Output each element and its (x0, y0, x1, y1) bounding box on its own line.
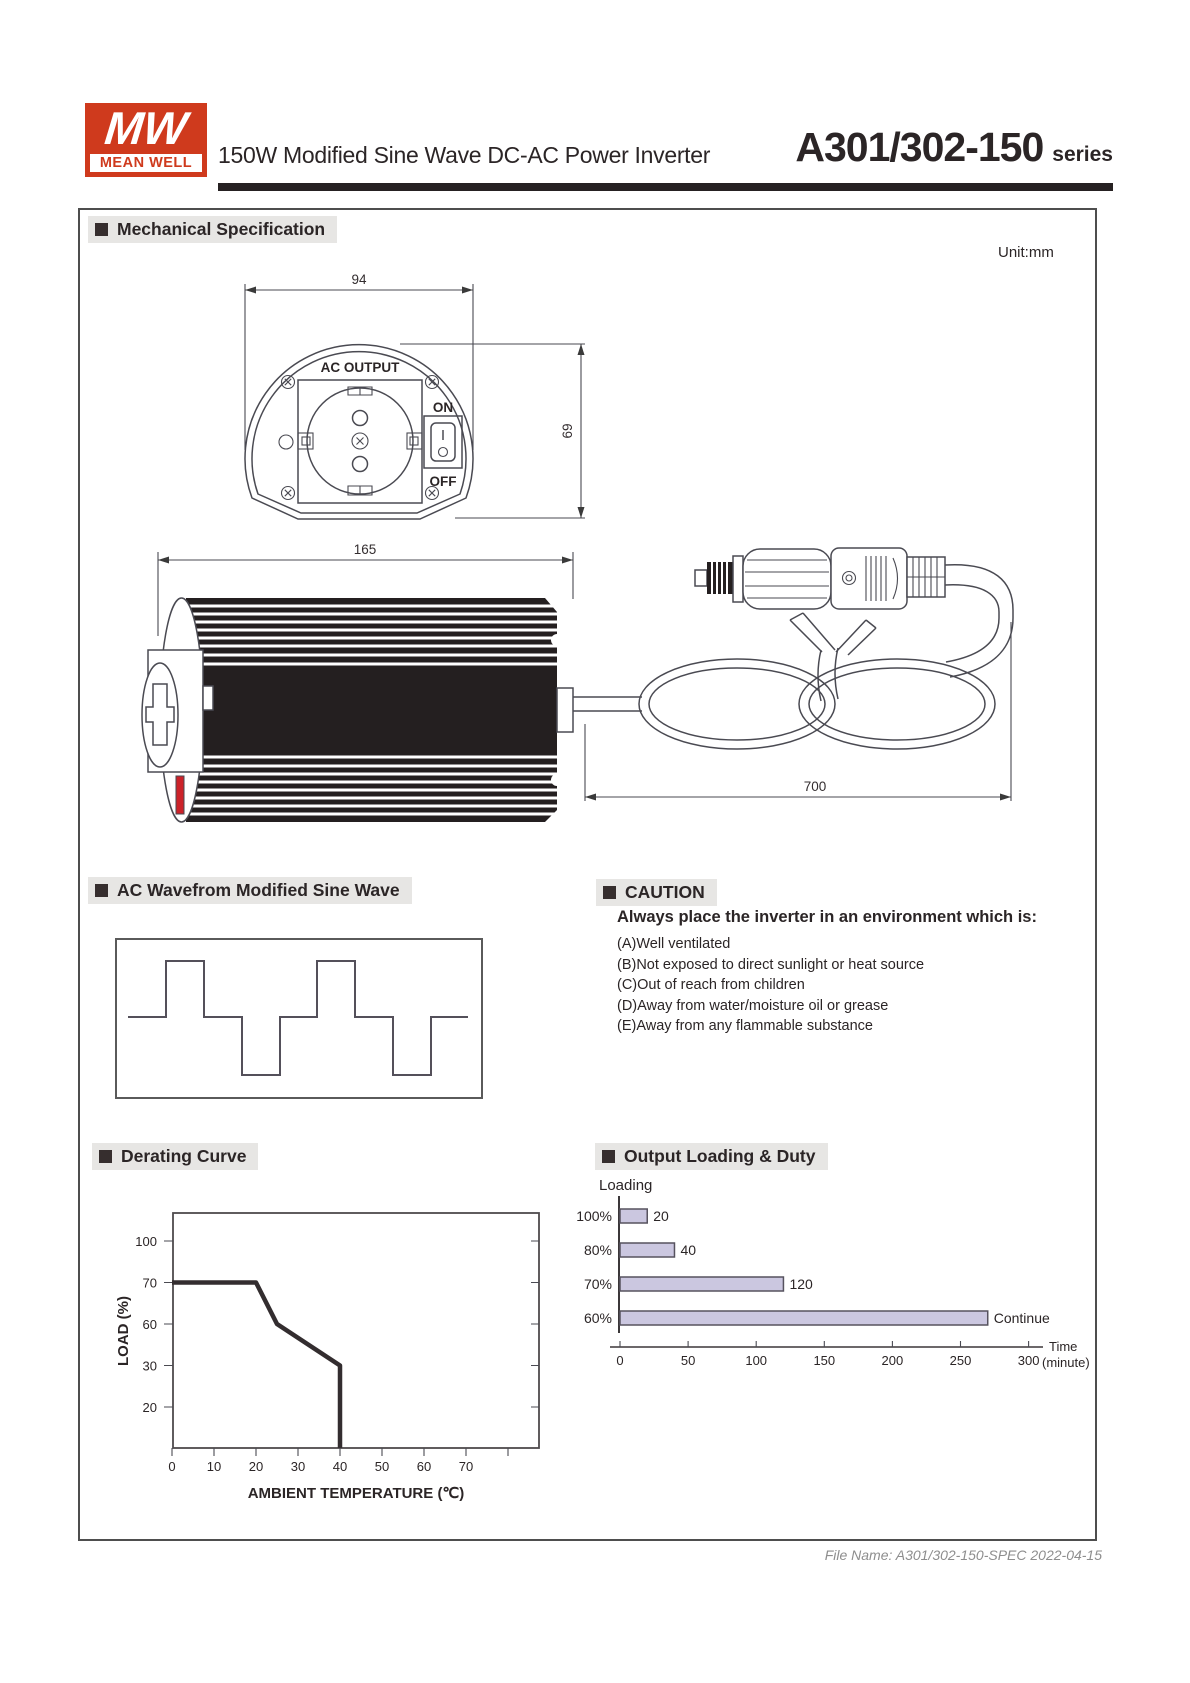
derating-chart (115, 1213, 539, 1502)
derating-x-tick-label: 40 (332, 1459, 348, 1474)
loading-row-label: 100% (576, 1208, 612, 1224)
ac-output-label: AC OUTPUT (320, 360, 400, 375)
derating-y-tick-label: 70 (142, 1275, 157, 1291)
dc-plug (695, 548, 945, 609)
loading-axis-title: Loading (599, 1177, 653, 1194)
loading-x-tick-label: 150 (813, 1353, 836, 1368)
loading-row-label: 60% (583, 1310, 612, 1326)
dimension-700 (585, 622, 1011, 801)
caution-item: (C)Out of reach from children (617, 977, 805, 993)
document-title: 150W Modified Sine Wave DC-AC Power Inverter (218, 142, 711, 168)
switch-off-label: OFF (429, 474, 457, 489)
section-title: Mechanical Specification (117, 219, 326, 239)
dim-cable-label: 700 (803, 779, 827, 794)
loading-bar-value: Continue (993, 1310, 1050, 1326)
loading-bar (620, 1311, 988, 1325)
derating-x-tick-label: 0 (168, 1459, 176, 1474)
loading-chart (576, 1177, 1090, 1370)
section-title: Derating Curve (121, 1146, 247, 1166)
dim-length-label: 165 (353, 542, 377, 557)
switch-on-label: ON (432, 400, 454, 415)
caution-item: (A)Well ventilated (617, 936, 731, 952)
model-number: A301/302-150 (795, 124, 1044, 170)
model-series-suffix: series (1052, 143, 1113, 166)
derating-x-tick-label: 20 (248, 1459, 264, 1474)
caution-item: (E)Away from any flammable substance (617, 1018, 874, 1034)
logo-mw-icon: MW (102, 102, 190, 154)
loading-bar-value: 40 (680, 1242, 697, 1258)
caution-item: (B)Not exposed to direct sunlight or heat source (617, 956, 925, 973)
derating-x-tick-label: 60 (416, 1459, 432, 1474)
derating-y-tick-label: 20 (142, 1400, 157, 1415)
caution-heading: Always place the inverter in an environment which is: (617, 908, 1037, 926)
loading-bar-value: 20 (653, 1208, 669, 1224)
derating-x-tick-label: 50 (374, 1459, 390, 1474)
loading-x-tick-label: 250 (949, 1353, 972, 1368)
modified-sine-waveform (128, 961, 468, 1075)
loading-time-label: Time (1049, 1339, 1078, 1354)
loading-row-label: 70% (583, 1276, 612, 1292)
loading-bar (620, 1277, 783, 1291)
unit-note: Unit:mm (998, 244, 1054, 261)
derating-y-tick-label: 100 (135, 1234, 157, 1249)
derating-ylabel: LOAD (%) (115, 1296, 132, 1366)
derating-y-tick-label: 30 (142, 1358, 157, 1374)
caution-item: (D)Away from water/moisture oil or grease (617, 997, 889, 1014)
derating-y-tick-label: 60 (142, 1317, 157, 1332)
loading-row-label: 80% (583, 1242, 612, 1258)
footer-file-note: File Name: A301/302-150-SPEC 2022-04-15 (824, 1547, 1102, 1563)
derating-curve (172, 1283, 340, 1449)
loading-bar (620, 1209, 647, 1223)
derating-xlabel: AMBIENT TEMPERATURE (℃) (247, 1485, 465, 1502)
indicator-stripe (176, 776, 184, 814)
loading-x-tick-label: 0 (616, 1353, 624, 1368)
loading-x-tick-label: 300 (1017, 1353, 1040, 1368)
derating-x-tick-label: 70 (458, 1459, 474, 1474)
loading-x-tick-label: 100 (745, 1353, 768, 1368)
loading-minute-label: (minute) (1042, 1355, 1090, 1370)
inverter-body (142, 598, 573, 822)
section-title: AC Wavefrom Modified Sine Wave (117, 880, 400, 900)
top-view-drawing (245, 272, 585, 519)
dim-height-label: 69 (560, 423, 575, 439)
side-view-drawing (142, 542, 1013, 822)
section-title: CAUTION (625, 882, 705, 902)
logo-brand-text: MEAN WELL (90, 154, 202, 172)
loading-x-tick-label: 200 (881, 1353, 904, 1368)
loading-x-tick-label: 50 (680, 1353, 696, 1368)
loading-bar-value: 120 (789, 1276, 813, 1292)
derating-x-tick-label: 10 (206, 1459, 222, 1474)
dim-width-label: 94 (351, 272, 367, 287)
loading-bar (620, 1243, 674, 1257)
section-title: Output Loading & Duty (624, 1146, 816, 1166)
derating-x-tick-label: 30 (290, 1459, 306, 1474)
